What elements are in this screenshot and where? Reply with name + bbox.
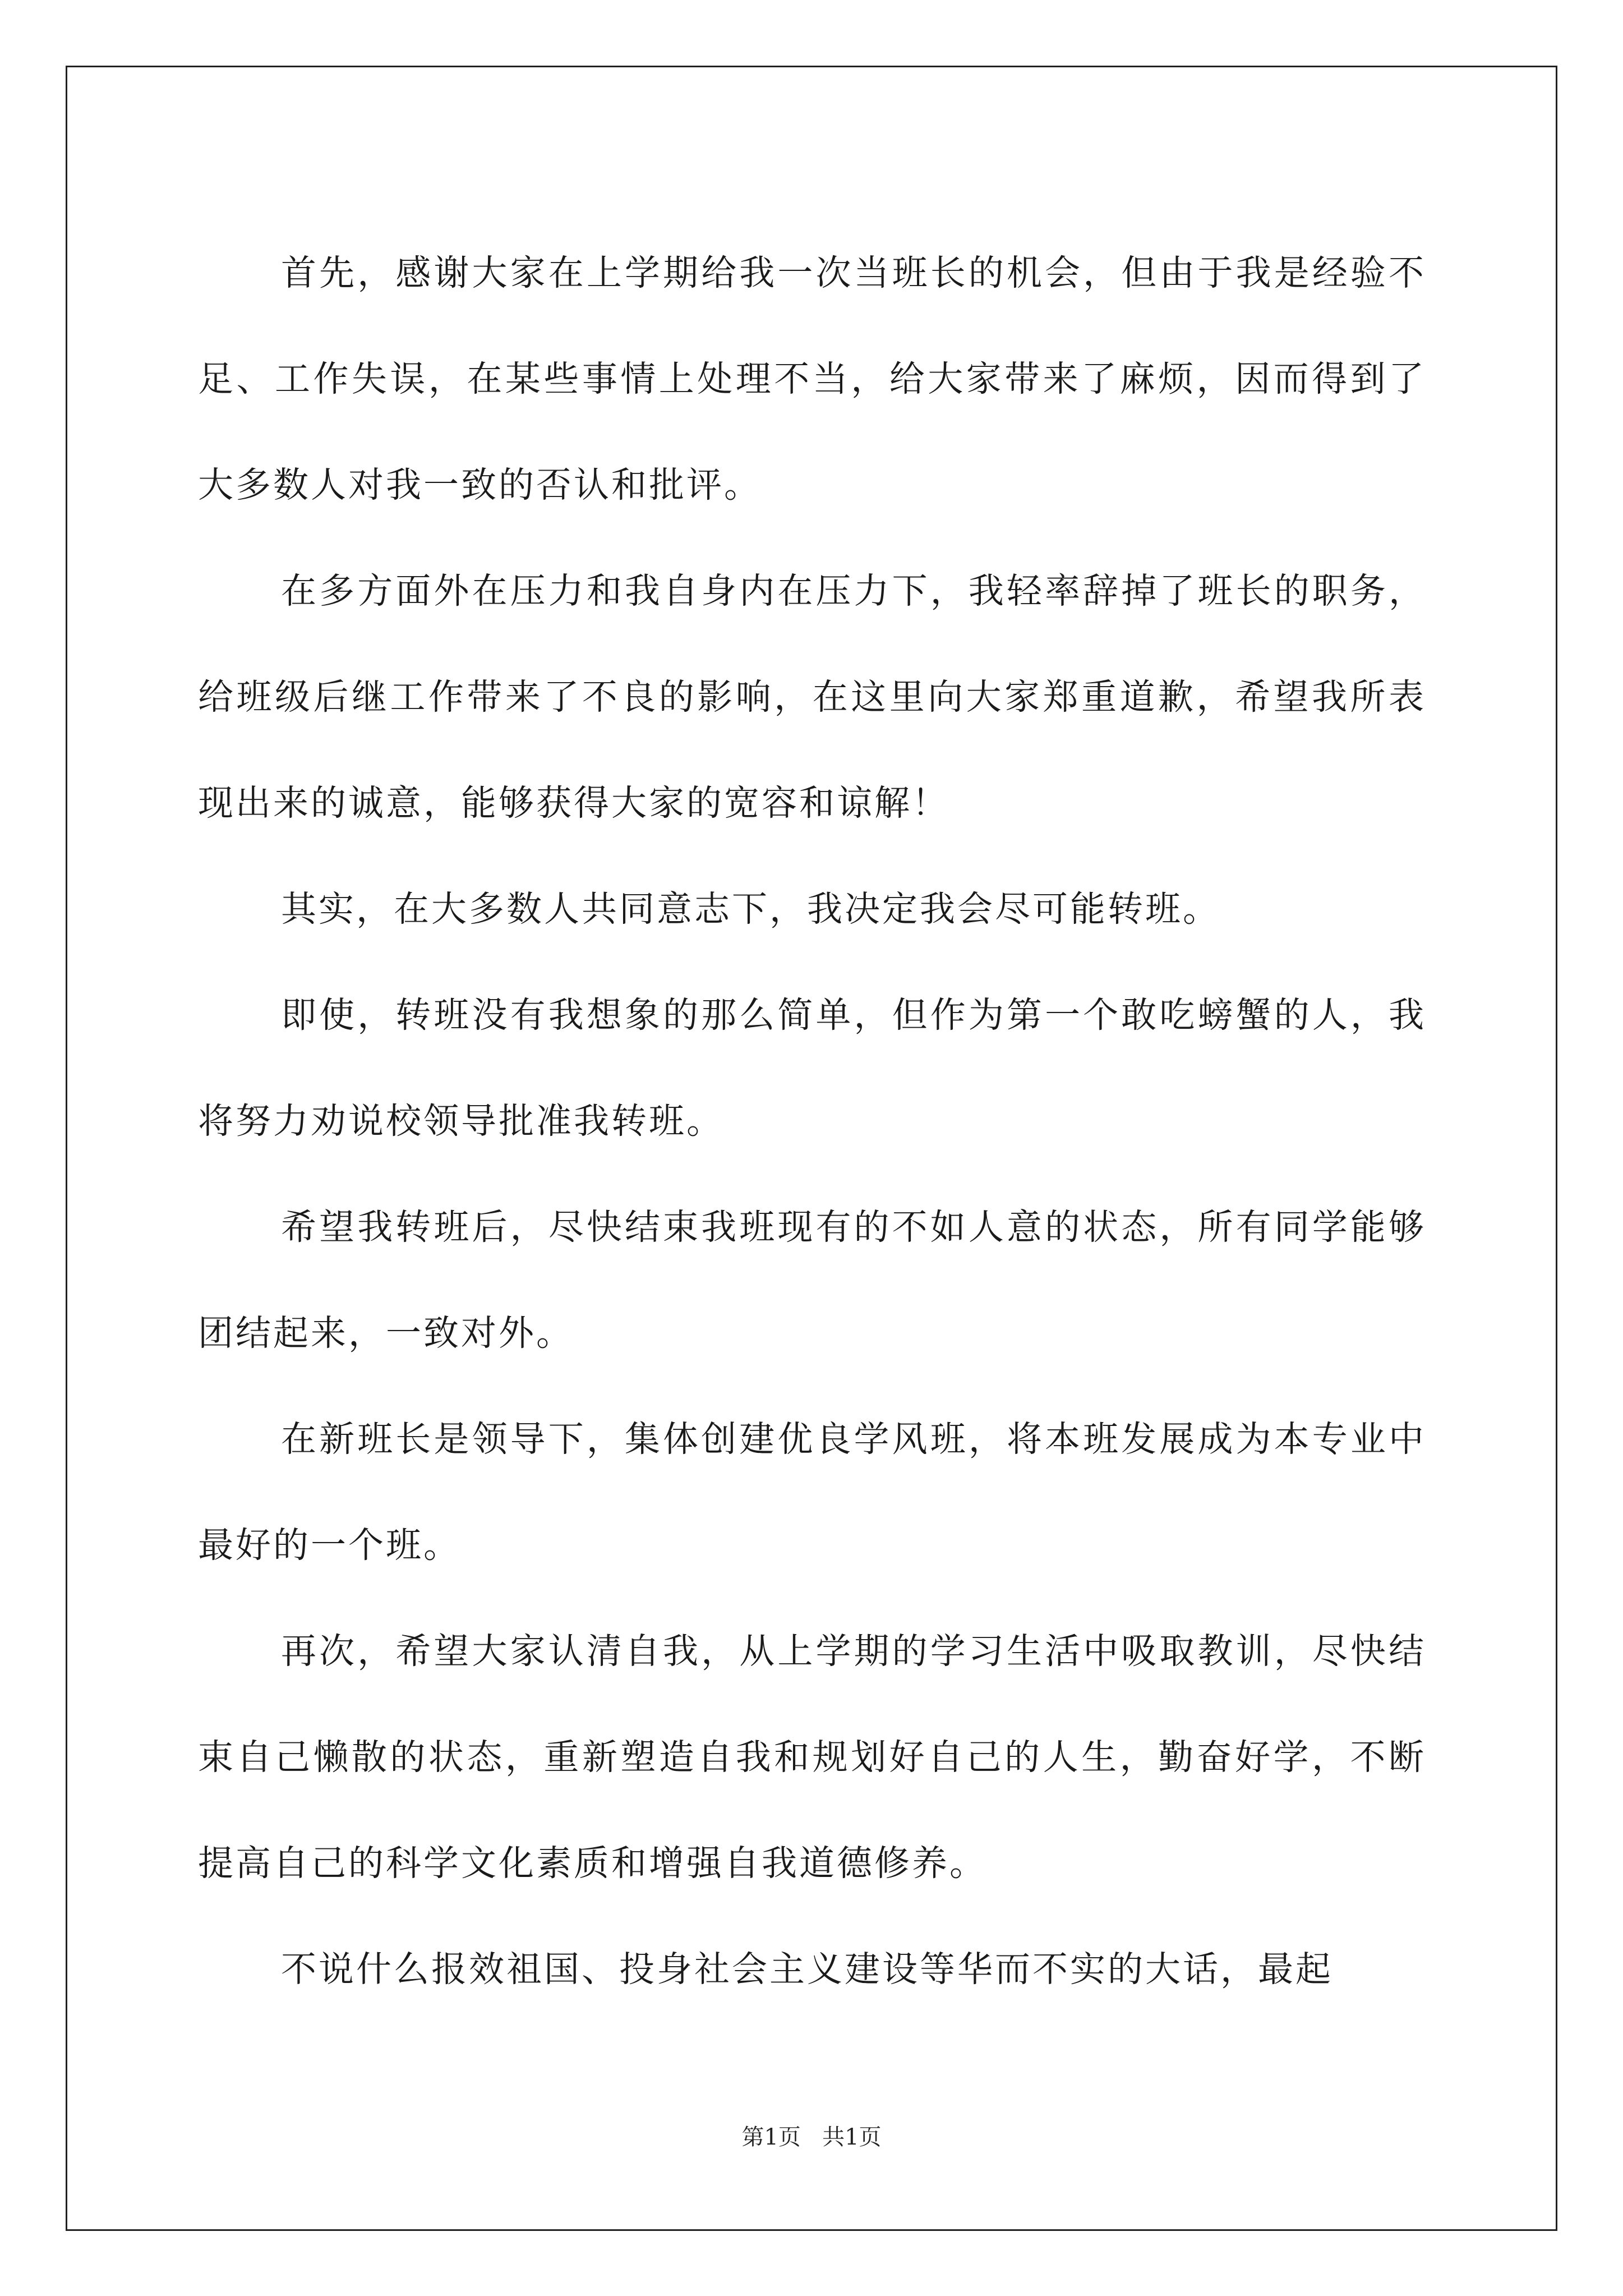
paragraph-8: 不说什么报效祖国、投身社会主义建设等华而不实的大话，最起	[281, 1949, 1333, 1990]
paragraph-4: 即使，转班没有我想象的那么简单，但作为第一个敢吃螃蟹的人，我将努力劝说校领导批准我转班。	[198, 995, 1426, 1142]
paragraph-7: 再次，希望大家认清自我，从上学期的学习生活中吸取教训，尽快结束自己懒散的状态，重新塑造自我和规划好自己的人生，勤奋好学，不断提高自己的科学文化素质和增强自我道德修养。	[198, 1631, 1426, 1884]
paragraph-5: 希望我转班后，尽快结束我班现有的不如人意的状态，所有同学能够团结起来，一致对外。	[198, 1207, 1426, 1354]
page-number: 第1页	[741, 2124, 801, 2150]
paragraph-2: 在多方面外在压力和我自身内在压力下，我轻率辞掉了班长的职务，给班级后继工作带来了不良的影响，在这里向大家郑重道歉，希望我所表现出来的诚意，能够获得大家的宽容和谅解！	[198, 570, 1426, 823]
page-footer	[0, 2122, 1623, 2153]
document-body	[198, 220, 1426, 2022]
page-total: 共1页	[822, 2124, 882, 2150]
paragraph-6: 在新班长是领导下，集体创建优良学风班，将本班发展成为本专业中最好的一个班。	[198, 1419, 1426, 1566]
paragraph-3: 其实，在大多数人共同意志下，我决定我会尽可能转班。	[281, 889, 1220, 930]
paragraph-1: 首先，感谢大家在上学期给我一次当班长的机会，但由于我是经验不足、工作失误，在某些事情上处理不当，给大家带来了麻烦，因而得到了大多数人对我一致的否认和批评。	[198, 252, 1426, 505]
